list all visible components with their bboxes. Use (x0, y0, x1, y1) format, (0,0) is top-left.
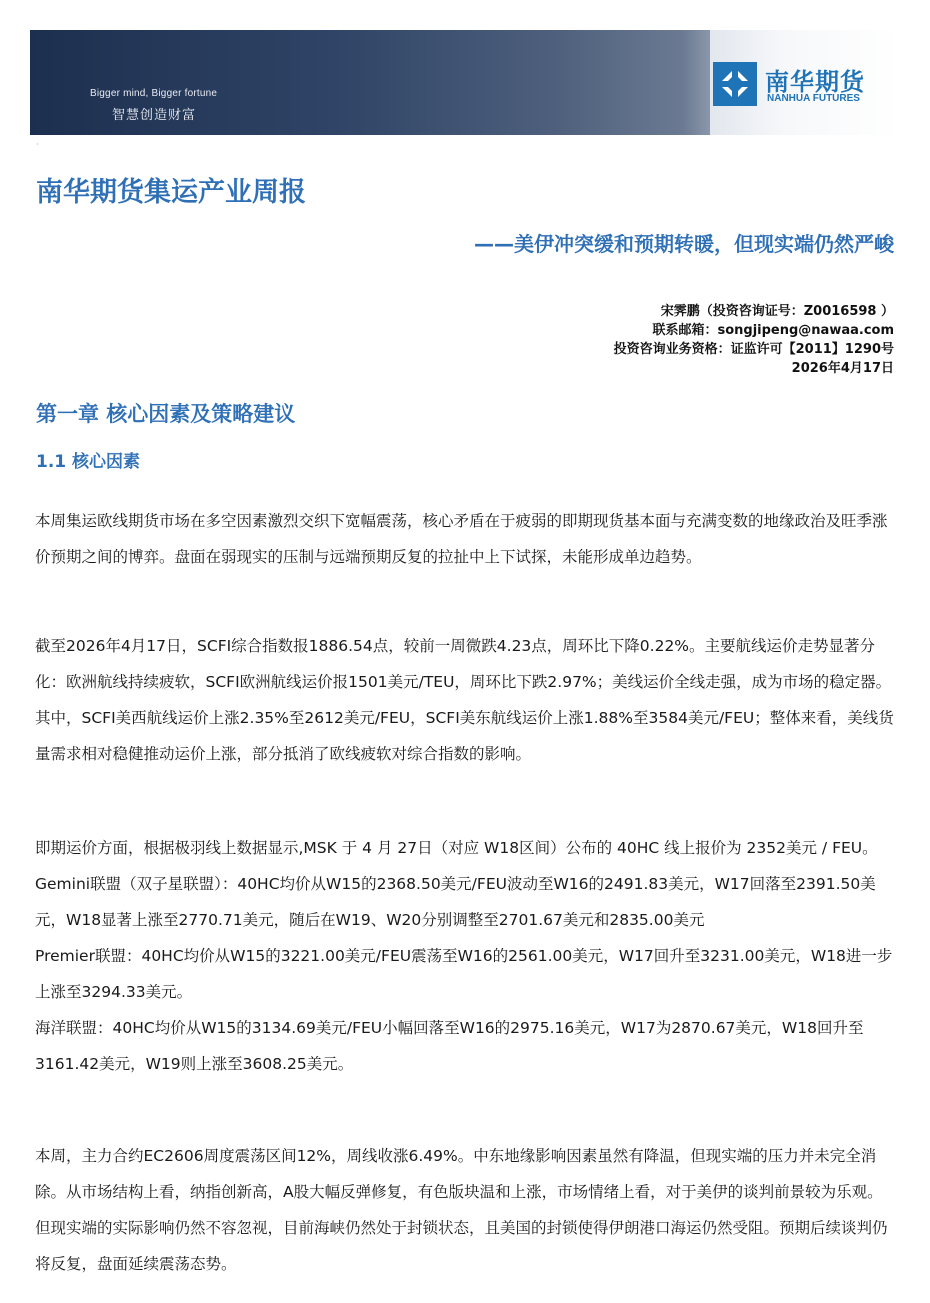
company-logo (713, 60, 888, 110)
license-info: 投资咨询业务资格：证监许可【2011】1290号 (613, 342, 894, 357)
paragraph-text-premier: Premier联盟：40HC均价从W15的3221.00美元/FEU震荡至W16的2561.00美元，W17回升至3231.00美元，W18进一步上涨至3294.33美元。 (35, 947, 893, 1001)
author-name: 宋霁鹏（投资咨询证号：Z0016598 ） (660, 304, 894, 319)
paragraph-3 (35, 830, 897, 1082)
paragraph-text-ocean: 海洋联盟：40HC均价从W15的3134.69美元/FEU小幅回落至W16的2975.16美元，W17为2870.67美元，W18回升至3161.42美元，W19则上涨至3608.25美元。 (35, 1019, 864, 1073)
slogan-chinese: 智慧创造财富 (112, 108, 197, 123)
chapter-heading: 第一章 核心因素及策略建议 (36, 402, 296, 426)
logo-english-text: NANHUA FUTURES (767, 93, 860, 104)
logo-chinese-text: 南华期货 (765, 68, 865, 96)
slogan-english: Bigger mind, Bigger fortune (90, 88, 218, 99)
paragraph-text-gemini: Gemini联盟（双子星联盟）：40HC均价从W15的2368.50美元/FEU波动至W16的2491.83美元，W17回落至2391.50美元，W18显著上涨至2770.71美元，随后在W19、W20分别调整至2701.67美元和2835.00美元 (35, 875, 876, 929)
paragraph-4 (35, 1138, 897, 1282)
report-date: 2026年4月17日 (791, 361, 894, 376)
report-title: 南华期货集运产业周报 (36, 177, 306, 208)
author-email: 联系邮箱：songjipeng@nawaa.com (652, 323, 894, 338)
author-block (614, 302, 894, 378)
paragraph-text: 本周集运欧线期货市场在多空因素激烈交织下宽幅震荡，核心矛盾在于疲弱的即期现货基本面与充满变数的地缘政治及旺季涨价预期之间的博弈。盘面在弱现实的压制与远端预期反复的拉扯中上下试探，未能形成单边趋势。 (35, 512, 888, 566)
paragraph-text-spot: 即期运价方面，根据极羽线上数据显示,MSK 于 4 月 27日（对应 W18区间）公布的 40HC 线上报价为 2352美元 / FEU。 (35, 839, 878, 857)
report-subtitle: ——美伊冲突缓和预期转暖，但现实端仍然严峻 (474, 232, 894, 256)
paragraph-text: 本周，主力合约EC2606周度震荡区间12%，周线收涨6.49%。中东地缘影响因素虽然有降温，但现实端的压力并未完全消除。从市场结构上看，纳指创新高，A股大幅反弹修复，有色版块温和上涨，市场情绪上看，对于美伊的谈判前景较为乐观。但现实端的实际影响仍然不容忽视，目前海峡仍然处于封锁状态，且美国的封锁使得伊朗港口海运仍然受阻。预期后续谈判仍将反复，盘面延续震荡态势。 (35, 1147, 888, 1273)
paragraph-text: 截至2026年4月17日，SCFI综合指数报1886.54点，较前一周微跌4.23点，周环比下降0.22%。主要航线运价走势显著分化：欧洲航线持续疲软，SCFI欧洲航线运价报1501美元/TEU，周环比下跌2.97%；美线运价全线走强，成为市场的稳定器。其中，SCFI美西航线运价上涨2.35%至2612美元/FEU，SCFI美东航线运价上涨1.88%至3584美元/FEU；整体来看，美线货量需求相对稳健推动运价上涨，部分抵消了欧线疲软对综合指数的影响。 (35, 637, 894, 763)
paragraph-1 (35, 503, 897, 575)
section-heading: 1.1 核心因素 (36, 452, 141, 472)
paragraph-2 (35, 628, 897, 772)
dot-mark: · (36, 140, 39, 149)
nanhua-logo-icon (713, 62, 757, 106)
header-banner (30, 30, 900, 135)
